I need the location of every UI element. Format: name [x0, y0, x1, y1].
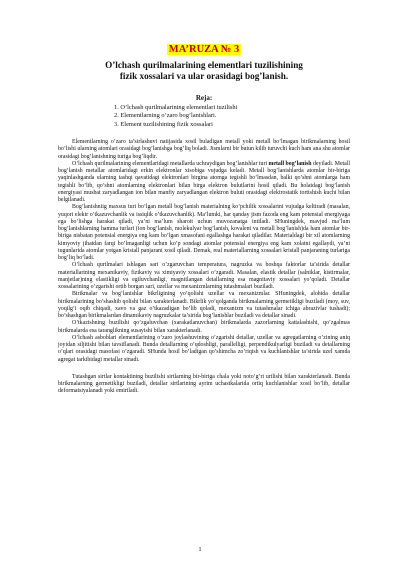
paragraph-3: Bog’lanishniig maxsus turi bo’lgan metall bog’lanish materialning ko’pchilik xossalarini vujudga keltiradi (masalan, yuqori elektr o’tkazuvchanlik va issiqlik o’tkazuvchanlik). Ma’lumki, har qanday jism fazoda eng kam potensial energiyaga ega bo’lishga harakat qiladi, ya’ni ma’lum sharoit uchun muvozanatga intiladi. SHuningdek, mavjud ma’lum bog’lanishlarning hamma turlari (ion bog’lanish, molekulyar bog’lanish, kovalent va metall bog’lanish)da ham atomlar bir-biriga nisbatan potensial energiya eng kam bo’lgan xmasofani egallashga harakat qiladilar. Materialdagi bir xil atomlarning kimyoviy jihatdan farqi bo’lmaganligi uchun ko’p sondagi atomlar potensial energiya eng kam xolatni egallaydi, ya’ni tugunlarida atomlar yotgan kristall panjarani xosil qiladi. Demak, real materiallarning xossalari kristall panjaraning turlariga bog’liq bo’ladi. [58, 204, 350, 262]
lecture-label: MA’RUZA № 3 [168, 44, 240, 55]
paragraph-8: Tutashgan sirtlar kontaktining buzilishi sirtlarning bir-biriga chala yoki noto’g’ri urilishi bilan xarakterlanadi. Bunda birikmalarning germetikligi buziladi, detallar sirtlarining ayrim uchastkalarida ortiq kuchlanishlar xosil bo’lib, detallar deformatsiyalanadi yoki emiriladi. [58, 373, 350, 395]
paragraph-2 [58, 161, 350, 205]
metall-boglanish-term: metall bog’lanish [268, 160, 312, 167]
plan-item: 3. Element tuzilishining fizik xossalari [114, 120, 213, 128]
page-number: 1 [198, 546, 202, 553]
document-body [58, 44, 350, 396]
paragraph-2-end: deyiladi. Metall bog’lanish metallar atomlaridagi erkin elektronlar xisobiga vujudga keladi. Metall bog’lanishlarda atomlar bir-biriga yaqinlashganda ularning tashqi qavatidagi elektronlari birgina atomga tegishli bo’lmasdan, balki qo’shni atomlarga ham tegishli bo’lib, qo’shni atomlarning elektronlari bilan birga elektron bulutlarini hosil qiladi. Bu holatdagi bog’lanish energiyasi musbat zaryadlangan ion bilan manfiy zaryadlangan elektron buluti orasidagi elektrostatik tortishish kuchi bilan belgilanadi. [58, 160, 351, 204]
paragraph-2-start: O’lchash qurilmalarining elementlaridagi metallarda uchraydigan bog’lanishlar turi [72, 160, 269, 167]
paragraph-6: O’tkazishning buzilishi qo’zgaluvchan (xarakatlanuvchan) birikmalarda zazorlarning kattalashishi, qo’zgalmas birikmalarda esa taranglikning susayishi bilan xarakterlanadi. [58, 320, 350, 334]
plan-item: 1. O’lchash qurilmalarining elementlari tuzilishi [114, 104, 238, 111]
lecture-title [58, 60, 350, 82]
paragraph-5: Birikmalar va bog’lanishlar bikrligining yo’qolishi uzellar va mexanizmlar. SHuningdek, alohida detallar birikmalarining bo’shashib qolishi bilan xarakterlanadi. Bikrlik yo’qolganda birikmalarning germetikligi buziladi (moy, suv, yoqilg’i oqib chiqadi, xavo va gaz o’tkazadigan bo’lib qoladi, mexanizm va tutashmalar ichiga abrazivlar tushadi); bo’shashgan birikmalardan dinamikaviy nagruzkalar ta’sirida bog’lanishlar buziladi va detallar sinadi. [58, 291, 350, 320]
plan-list [114, 104, 350, 129]
plan-item: 2. Elementlarning o’zaro bog’lanishlari. [114, 112, 217, 120]
title-line-1: O’lchash qurilmalarining elementlari tuzilishining [105, 60, 303, 70]
title-line-2: fizik xossalari va ular orasidagi bog’lanish. [119, 71, 289, 81]
plan-heading: Reja: [195, 94, 213, 102]
spacer [58, 364, 350, 374]
paragraph-7: O’lchash asboblari elementlarining o’zaro joylashuvining o’zgarishi detallar, uzellar va agregatlarning o’zining aniq joyidan siljitishi bilan tavsiflanadi. Bunda detallarning o’qdoshligi, parallelligi, perpendikulyarligi buziladi va detallarning o’qlari orasidagi masofasi o’zgaradi. SHunda hosil bo’ladigan qo’shimcha zo’riqish va kuchlanishlar ta’sirida uzel xamda agregat tarkibidagi metallar sinadi. [58, 334, 350, 363]
paragraph-4: O’lchash qurilmalari ishlagan sari o’zgaruvchan temperatura, nagruzka va boshqa faktorlar ta’sirida detallar materiallarining mexanikaviy, fizikaviy va ximiyaviy xossalari o’zgaradi. Masalan, elastik detallar (salniklar, kistirmalar, manjetlar)ning elastikligi va egiluvchanligi, magnitlangan detallarning esa magnitaviy xossalari yo’qoladi. Detallar xossalarining o’zgarishi ortib borgan sari, uzellar va mexanizmlarning tutashmalari buziladi. [58, 262, 350, 291]
paragraph-1: Elementlarning o’zaro ta’sirlashuvi natijasida xosil buladigan metall yoki metall bo’lmagan birikmalarning hosil bo’lishi ularning atomlari orasidagi bog’lanishga bog’liq boladi. Jismlarni bir butun kilib turuvchi kuch ham ana shu atomlar orasidagi bog’lanishning turiga bog’liqdir. [58, 139, 350, 160]
